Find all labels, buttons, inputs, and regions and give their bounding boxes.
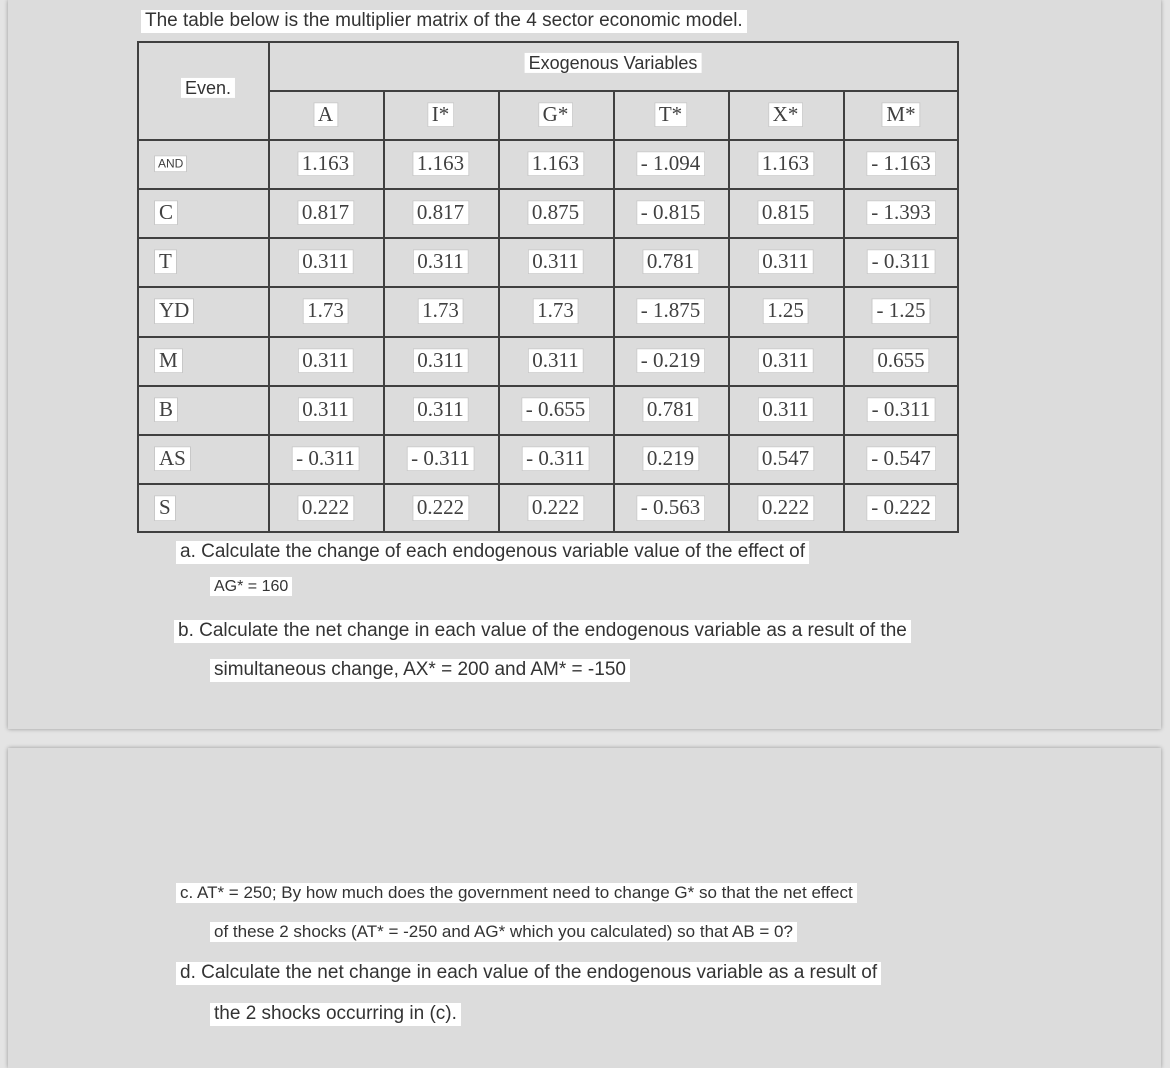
- table-cell: - 0.311: [867, 397, 936, 423]
- table-vline: [728, 90, 730, 533]
- table-hline: [137, 434, 959, 436]
- row-label: YD: [154, 298, 194, 324]
- table-hline: [137, 237, 959, 239]
- column-header-5: M*: [881, 102, 920, 128]
- table-cell: - 0.311: [291, 446, 360, 472]
- corner-label: Even.: [181, 78, 235, 98]
- table-cell: - 0.815: [636, 200, 706, 226]
- table-cell: 0.311: [757, 249, 813, 275]
- question-b-line2: simultaneous change, AX* = 200 and AM* = -150: [210, 659, 630, 682]
- table-cell: 0.781: [642, 397, 699, 423]
- question-d-line1: d. Calculate the net change in each value of the endogenous variable as a result of: [176, 962, 881, 985]
- table-cell: - 1.25: [872, 298, 931, 324]
- table-cell: - 0.219: [636, 348, 706, 374]
- table-cell: 1.163: [297, 151, 354, 177]
- table-cell: - 1.163: [866, 151, 936, 177]
- table-cell: 0.311: [527, 249, 583, 275]
- table-cell: - 1.875: [636, 298, 706, 324]
- table-cell: 1.73: [417, 298, 464, 324]
- row-label: AND: [154, 155, 187, 172]
- row-label: C: [154, 200, 178, 226]
- table-cell: - 0.222: [866, 495, 936, 521]
- table-cell: 0.222: [527, 495, 584, 521]
- table-cell: 0.311: [412, 249, 468, 275]
- table-cell: 1.163: [757, 151, 814, 177]
- table-cell: 0.311: [297, 348, 353, 374]
- table-cell: 0.311: [297, 397, 353, 423]
- table-cell: - 0.563: [636, 495, 706, 521]
- table-cell: 1.73: [532, 298, 579, 324]
- table-hline: [268, 90, 959, 92]
- table-cell: 0.222: [757, 495, 814, 521]
- table-cell: - 0.311: [521, 446, 590, 472]
- table-cell: 0.219: [642, 446, 699, 472]
- row-label: T: [154, 249, 177, 275]
- row-label: M: [154, 348, 183, 374]
- column-header-2: G*: [538, 102, 574, 128]
- question-d-line2: the 2 shocks occurring in (c).: [210, 1003, 461, 1026]
- table-cell: 0.311: [297, 249, 353, 275]
- table-hline: [137, 286, 959, 288]
- question-c-line2: of these 2 shocks (AT* = -250 and AG* which you calculated) so that AB = 0?: [210, 922, 797, 942]
- table-hline: [137, 336, 959, 338]
- table-cell: 0.817: [412, 200, 469, 226]
- table-cell: 0.311: [757, 397, 813, 423]
- question-c-line1: c. AT* = 250; By how much does the government need to change G* so that the net effect: [176, 883, 857, 903]
- table-cell: - 1.393: [866, 200, 936, 226]
- table-vline: [498, 90, 500, 533]
- table-cell: 0.222: [412, 495, 469, 521]
- table-cell: 0.311: [757, 348, 813, 374]
- table-cell: 0.655: [872, 348, 929, 374]
- row-label: S: [154, 495, 176, 521]
- question-a-line1: a. Calculate the change of each endogenous variable value of the effect of: [176, 541, 809, 564]
- table-vline: [613, 90, 615, 533]
- table-cell: - 0.311: [867, 249, 936, 275]
- table-vline: [383, 90, 385, 533]
- table-vline: [843, 90, 845, 533]
- row-label: B: [154, 397, 178, 423]
- group-header: Exogenous Variables: [525, 53, 702, 73]
- table-cell: - 0.311: [406, 446, 475, 472]
- table-cell: 0.817: [297, 200, 354, 226]
- table-cell: 0.875: [527, 200, 584, 226]
- table-cell: 1.163: [412, 151, 469, 177]
- table-cell: - 1.094: [636, 151, 706, 177]
- table-cell: 0.222: [297, 495, 354, 521]
- column-header-0: A: [313, 102, 338, 128]
- table-cell: 0.311: [527, 348, 583, 374]
- table-hline: [137, 385, 959, 387]
- column-header-3: T*: [654, 102, 687, 128]
- intro-text: The table below is the multiplier matrix of the 4 sector economic model.: [141, 10, 747, 33]
- table-cell: 0.781: [642, 249, 699, 275]
- column-header-1: I*: [427, 102, 455, 128]
- table-cell: 1.25: [762, 298, 809, 324]
- table-cell: - 0.655: [521, 397, 591, 423]
- table-cell: - 0.547: [866, 446, 936, 472]
- question-a-line2: AG* = 160: [210, 577, 292, 596]
- column-header-4: X*: [768, 102, 804, 128]
- table-hline: [137, 188, 959, 190]
- table-hline: [137, 483, 959, 485]
- page-2: [8, 748, 1161, 1068]
- table-cell: 1.73: [302, 298, 349, 324]
- table-cell: 1.163: [527, 151, 584, 177]
- table-hline: [137, 139, 959, 141]
- table-cell: 0.311: [412, 397, 468, 423]
- table-border-top: [137, 41, 959, 43]
- question-b-line1: b. Calculate the net change in each value of the endogenous variable as a result of the: [174, 620, 911, 643]
- table-border-bottom: [137, 531, 959, 533]
- table-cell: 0.547: [757, 446, 814, 472]
- table-cell: 0.815: [757, 200, 814, 226]
- row-label: AS: [154, 446, 191, 472]
- table-cell: 0.311: [412, 348, 468, 374]
